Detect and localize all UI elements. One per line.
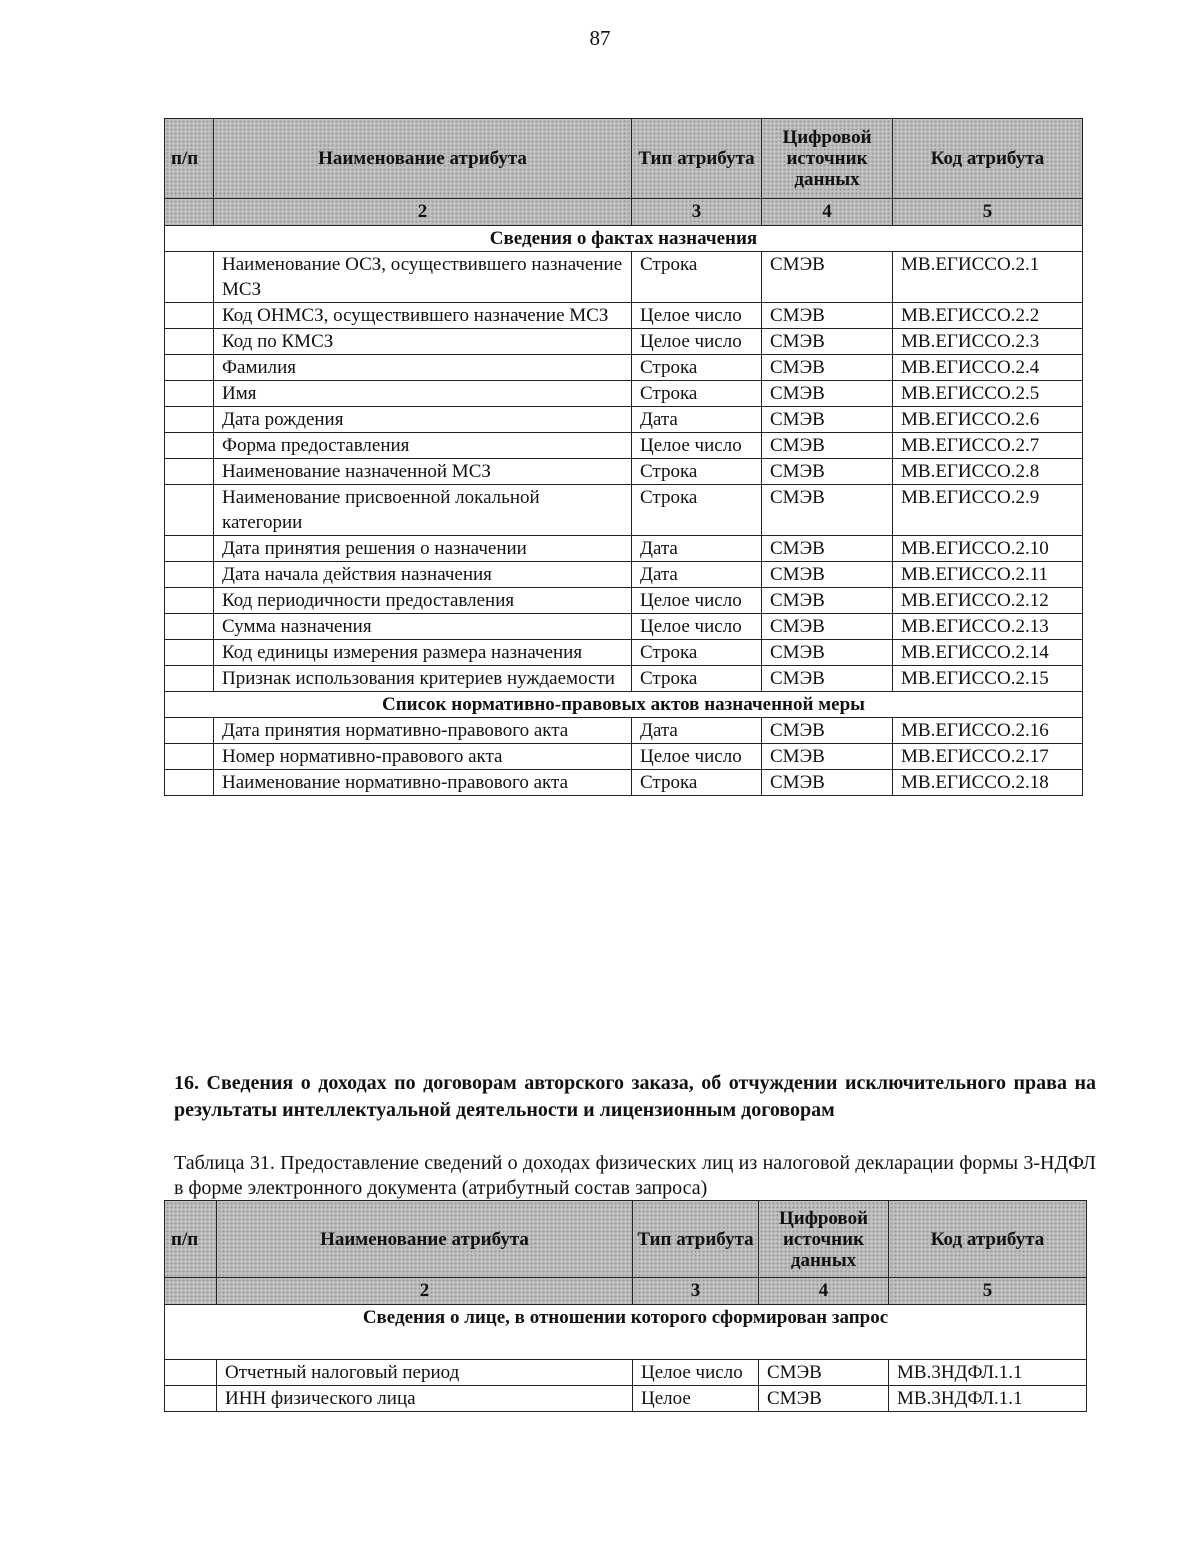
page-number: 87 [589,26,611,50]
header-number: 4 [762,199,893,226]
cell-type: Строка [632,381,762,407]
cell-source: СМЭВ [762,381,893,407]
cell-name: Код ОНМСЗ, осуществившего назначение МСЗ [214,303,632,329]
cell-source: СМЭВ [762,666,893,692]
cell-source: СМЭВ [762,536,893,562]
cell-source: СМЭВ [762,744,893,770]
table-row [165,252,1083,303]
cell-name: Форма предоставления [214,433,632,459]
cell-source: СМЭВ [762,562,893,588]
header-type: Тип атрибута [633,1201,759,1278]
cell-code: МВ.ЕГИССО.2.9 [893,485,1083,536]
header-number [165,1278,217,1305]
row-number-cell [165,588,214,614]
header-source: Цифровой источник данных [759,1201,889,1278]
table-row [165,562,1083,588]
cell-name: Код по КМСЗ [214,329,632,355]
table-row [165,433,1083,459]
section-header-row [165,1305,1087,1360]
cell-type: Дата [632,718,762,744]
cell-name: Номер нормативно-правового акта [214,744,632,770]
cell-name: Имя [214,381,632,407]
header-type: Тип атрибута [632,119,762,199]
table-header-numbers-row [165,199,1083,226]
cell-name: Дата рождения [214,407,632,433]
cell-type: Целое число [632,433,762,459]
cell-name: Наименование нормативно-правового акта [214,770,632,796]
header-code: Код атрибута [893,119,1083,199]
header-code: Код атрибута [889,1201,1087,1278]
header-name: Наименование атрибута [217,1201,633,1278]
row-number-cell [165,381,214,407]
table-row [165,459,1083,485]
cell-name: Фамилия [214,355,632,381]
cell-type: Строка [632,485,762,536]
cell-type: Целое число [632,303,762,329]
cell-type: Дата [632,562,762,588]
cell-code: МВ.ЕГИССО.2.5 [893,381,1083,407]
cell-code: МВ.ЕГИССО.2.16 [893,718,1083,744]
cell-code: МВ.ЕГИССО.2.3 [893,329,1083,355]
cell-type: Целое число [632,614,762,640]
cell-code: МВ.ЕГИССО.2.18 [893,770,1083,796]
cell-name: Сумма назначения [214,614,632,640]
cell-code: МВ.ЕГИССО.2.8 [893,459,1083,485]
row-number-cell [165,1360,217,1386]
cell-name: Код единицы измерения размера назначения [214,640,632,666]
cell-name: Наименование назначенной МСЗ [214,459,632,485]
cell-code: МВ.ЕГИССО.2.1 [893,252,1083,303]
row-number-cell [165,485,214,536]
header-name: Наименование атрибута [214,119,632,199]
cell-type: Строка [632,459,762,485]
cell-type: Целое [633,1386,759,1412]
table-row [165,588,1083,614]
table-row [165,1360,1087,1386]
header-num: п/п [165,119,214,199]
table-header-numbers-row [165,1278,1087,1305]
table-header-row [165,119,1083,199]
attributes-table-1 [164,118,1083,796]
table-row [165,1386,1087,1412]
table-31-caption: Таблица 31. Предоставление сведений о доходах физических лиц из налоговой декларации формы 3-НДФЛ в форме электронного документа (атрибутный состав запроса) [174,1152,1096,1199]
table-row [165,536,1083,562]
row-number-cell [165,355,214,381]
row-number-cell [165,744,214,770]
section-title: Список нормативно-правовых актов назначенной меры [165,692,1083,718]
section-title: Сведения о фактах назначения [165,226,1083,252]
row-number-cell [165,614,214,640]
cell-type: Строка [632,252,762,303]
cell-code: МВ.ЕГИССО.2.15 [893,666,1083,692]
cell-name: Отчетный налоговый период [217,1360,633,1386]
cell-source: СМЭВ [762,588,893,614]
cell-source: СМЭВ [762,329,893,355]
cell-source: СМЭВ [762,614,893,640]
row-number-cell [165,303,214,329]
cell-code: МВ.ЕГИССО.2.7 [893,433,1083,459]
cell-source: СМЭВ [762,303,893,329]
table-row [165,329,1083,355]
header-number [165,199,214,226]
row-number-cell [165,536,214,562]
table-row [165,407,1083,433]
cell-source: СМЭВ [762,770,893,796]
table-row [165,355,1083,381]
cell-source: СМЭВ [759,1386,889,1412]
header-number: 3 [633,1278,759,1305]
cell-type: Строка [632,770,762,796]
table-row [165,485,1083,536]
cell-source: СМЭВ [762,252,893,303]
cell-code: МВ.ЕГИССО.2.13 [893,614,1083,640]
cell-type: Целое число [632,329,762,355]
cell-type: Дата [632,407,762,433]
row-number-cell [165,1386,217,1412]
cell-type: Целое число [632,744,762,770]
cell-source: СМЭВ [759,1360,889,1386]
cell-name: Дата принятия решения о назначении [214,536,632,562]
row-number-cell [165,562,214,588]
cell-name: Наименование ОСЗ, осуществившего назначение МСЗ [214,252,632,303]
cell-type: Целое число [632,588,762,614]
cell-code: МВ.ЕГИССО.2.4 [893,355,1083,381]
row-number-cell [165,433,214,459]
cell-source: СМЭВ [762,459,893,485]
row-number-cell [165,640,214,666]
table-row [165,614,1083,640]
cell-code: МВ.ЕГИССО.2.14 [893,640,1083,666]
cell-code: МВ.3НДФЛ.1.1 [889,1386,1087,1412]
cell-type: Строка [632,666,762,692]
table-row [165,744,1083,770]
header-source: Цифровой источник данных [762,119,893,199]
header-number: 5 [889,1278,1087,1305]
table-row [165,303,1083,329]
row-number-cell [165,459,214,485]
attributes-table-2 [164,1200,1087,1412]
cell-name: Дата принятия нормативно-правового акта [214,718,632,744]
section-16-heading: 16. Сведения о доходах по договорам авторского заказа, об отчуждении исключительного права на результаты интеллектуальной деятельности и лицензионным договорам [174,1072,1096,1121]
cell-code: МВ.ЕГИССО.2.10 [893,536,1083,562]
cell-name: Дата начала действия назначения [214,562,632,588]
row-number-cell [165,407,214,433]
header-number: 3 [632,199,762,226]
header-number: 2 [217,1278,633,1305]
row-number-cell [165,666,214,692]
cell-source: СМЭВ [762,407,893,433]
table-row [165,666,1083,692]
table-header-row [165,1201,1087,1278]
row-number-cell [165,718,214,744]
cell-name: Признак использования критериев нуждаемости [214,666,632,692]
table-row [165,640,1083,666]
cell-type: Дата [632,536,762,562]
cell-code: МВ.ЕГИССО.2.6 [893,407,1083,433]
cell-code: МВ.ЕГИССО.2.2 [893,303,1083,329]
section-header-row [165,226,1083,252]
section-header-row [165,692,1083,718]
row-number-cell [165,329,214,355]
cell-name: Код периодичности предоставления [214,588,632,614]
cell-type: Строка [632,640,762,666]
row-number-cell [165,770,214,796]
header-number: 2 [214,199,632,226]
table-row [165,770,1083,796]
cell-code: МВ.ЕГИССО.2.17 [893,744,1083,770]
table-row [165,718,1083,744]
cell-type: Целое число [633,1360,759,1386]
table-row [165,381,1083,407]
cell-name: ИНН физического лица [217,1386,633,1412]
row-number-cell [165,252,214,303]
section-title: Сведения о лице, в отношении которого сформирован запрос [165,1305,1087,1360]
cell-source: СМЭВ [762,433,893,459]
header-num: п/п [165,1201,217,1278]
cell-source: СМЭВ [762,355,893,381]
header-number: 5 [893,199,1083,226]
cell-source: СМЭВ [762,485,893,536]
header-number: 4 [759,1278,889,1305]
cell-name: Наименование присвоенной локальной категории [214,485,632,536]
cell-code: МВ.3НДФЛ.1.1 [889,1360,1087,1386]
cell-type: Строка [632,355,762,381]
cell-source: СМЭВ [762,718,893,744]
cell-code: МВ.ЕГИССО.2.12 [893,588,1083,614]
cell-source: СМЭВ [762,640,893,666]
cell-code: МВ.ЕГИССО.2.11 [893,562,1083,588]
